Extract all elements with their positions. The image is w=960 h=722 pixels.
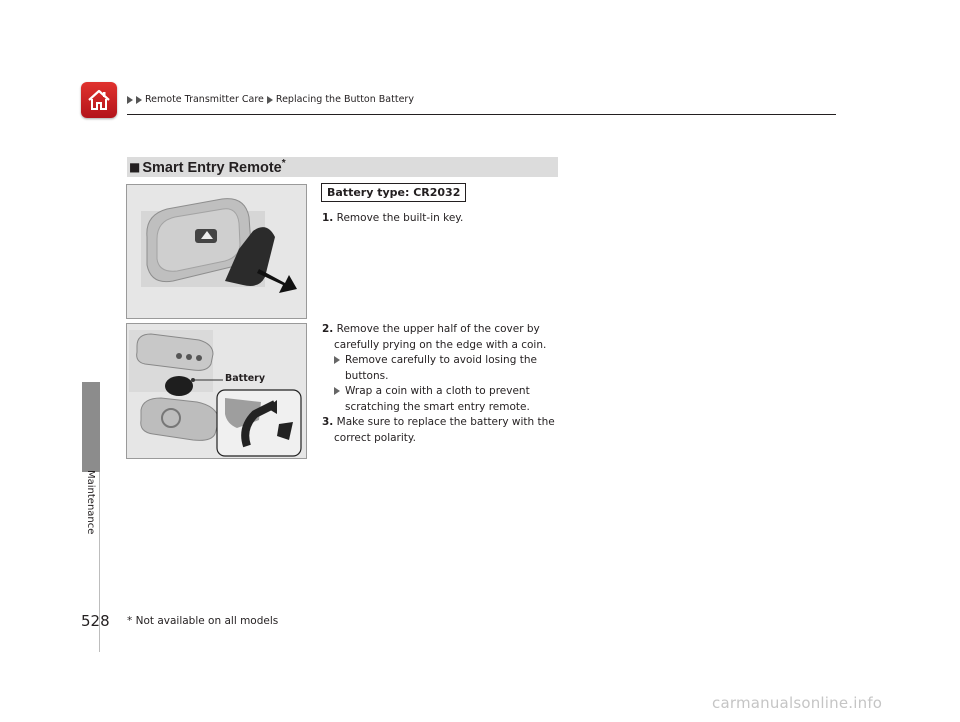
battery-type-label: Battery type: CR2032 bbox=[321, 183, 466, 202]
section-header bbox=[127, 157, 558, 177]
section-title: Smart Entry Remote* bbox=[142, 158, 286, 176]
note-arrow-icon bbox=[334, 356, 340, 364]
breadcrumb-item-remote-transmitter-care[interactable]: Remote Transmitter Care bbox=[145, 94, 264, 105]
breadcrumb-arrow-icon bbox=[136, 96, 142, 104]
figure-open-cover-battery bbox=[126, 323, 307, 459]
figure-remove-built-in-key bbox=[126, 184, 307, 319]
note-arrow-icon bbox=[334, 387, 340, 395]
step-2: 2. Remove the upper half of the cover by carefully prying on the edge with a coin. Remove carefully to avoid losing the buttons. Wrap a coin with a cloth to prevent scratching the smart entry remote. bbox=[322, 322, 562, 415]
page-number: 528 bbox=[81, 612, 110, 630]
home-icon[interactable] bbox=[81, 82, 117, 118]
header-divider bbox=[127, 114, 836, 115]
footnote: * Not available on all models bbox=[127, 615, 279, 627]
battery-callout-label: Battery bbox=[225, 373, 266, 384]
step-1: 1. Remove the built-in key. bbox=[322, 212, 464, 224]
step-2-note-1: Remove carefully to avoid losing the buttons. bbox=[322, 353, 562, 384]
breadcrumb-item-replacing-button-battery[interactable]: Replacing the Button Battery bbox=[275, 94, 414, 105]
step-3: 3. Make sure to replace the battery with the correct polarity. bbox=[322, 416, 555, 444]
section-tab bbox=[82, 382, 100, 472]
section-square-icon: ■ bbox=[129, 160, 141, 174]
watermark: carmanualsonline.info bbox=[712, 694, 883, 712]
breadcrumb-arrow-icon bbox=[127, 96, 133, 104]
step-2-note-2: Wrap a coin with a cloth to prevent scratching the smart entry remote. bbox=[322, 384, 562, 415]
breadcrumb bbox=[127, 94, 414, 105]
section-label: Maintenance bbox=[85, 470, 96, 535]
breadcrumb-arrow-icon bbox=[267, 96, 273, 104]
